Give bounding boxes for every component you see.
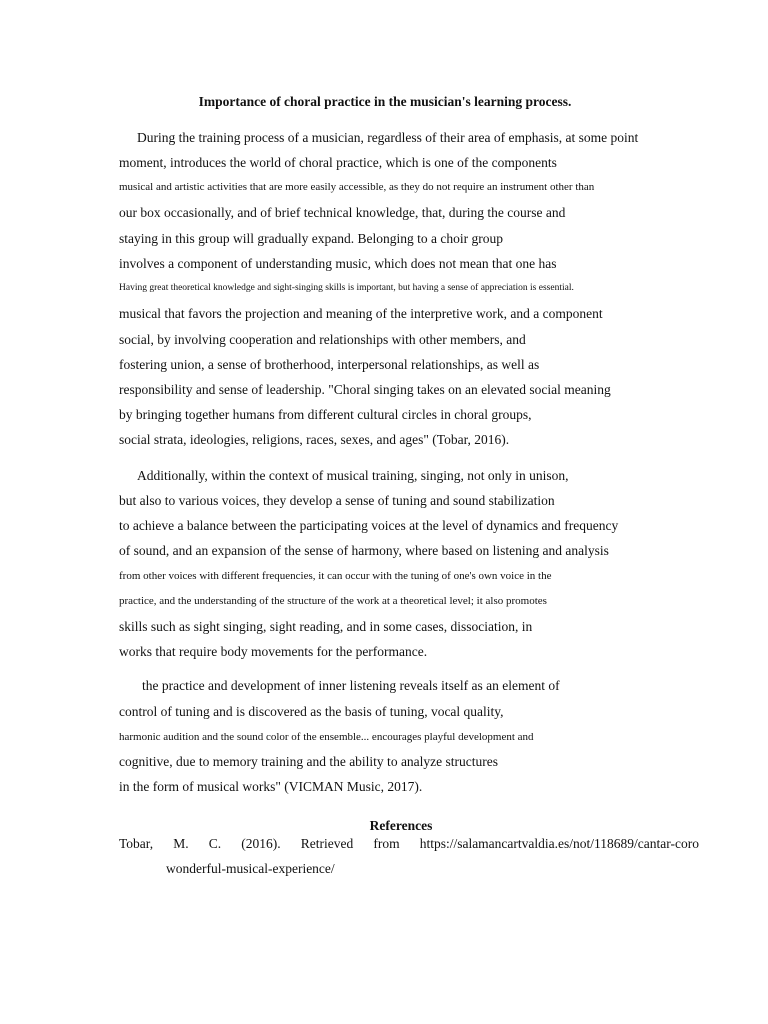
paragraph-1-line: musical and artistic activities that are more easily accessible, as they do not require an instrument other than [119,181,595,193]
paragraph-1-line: responsibility and sense of leadership. "Choral singing takes on an elevated social meaning [119,382,611,397]
reference-token: Tobar, [119,836,154,851]
paragraph-1-line: staying in this group will gradually expand. Belonging to a choir group [119,231,503,246]
paragraph-2-line: of sound, and an expansion of the sense of harmony, where based on listening and analysis [119,543,609,558]
paragraph-2-line: to achieve a balance between the participating voices at the level of dynamics and frequency [119,518,619,533]
paragraph-1-line: social, by involving cooperation and relationships with other members, and [119,332,526,347]
paragraph-1-line: social strata, ideologies, religions, races, sexes, and ages" (Tobar, 2016). [119,432,510,447]
paragraph-2-line: from other voices with different frequencies, it can occur with the tuning of one's own voice in the [119,570,552,582]
paragraph-2-line: Additionally, within the context of musical training, singing, not only in unison, [137,468,569,483]
reference-url-continuation: wonderful-musical-experience/ [166,861,335,876]
paragraph-1-line: fostering union, a sense of brotherhood, interpersonal relationships, as well as [119,357,540,372]
reference-token: from [373,836,400,851]
paragraph-1-line: Having great theoretical knowledge and sight-singing skills is important, but having a sense of appreciation is essential. [119,283,574,293]
paragraph-1-line: by bringing together humans from different cultural circles in choral groups, [119,407,532,422]
paragraph-2-line: but also to various voices, they develop a sense of tuning and sound stabilization [119,493,555,508]
document-title: Importance of choral practice in the musician's learning process. [198,94,572,109]
paragraph-3-line: in the form of musical works" (VICMAN Music, 2017). [119,779,423,794]
paragraph-3-line: harmonic audition and the sound color of the ensemble... encourages playful development and [119,731,534,743]
references-heading: References [369,818,433,833]
paragraph-3-line: cognitive, due to memory training and the ability to analyze structures [119,754,499,769]
reference-entry [119,836,699,852]
paragraph-2-line: works that require body movements for the performance. [119,644,428,659]
paragraph-1-line: musical that favors the projection and meaning of the interpretive work, and a component [119,306,603,321]
paragraph-2-line: skills such as sight singing, sight reading, and in some cases, dissociation, in [119,619,533,634]
reference-token: M. [173,836,189,851]
paragraph-3-line: control of tuning and is discovered as the basis of tuning, vocal quality, [119,704,504,719]
reference-token: (2016). [241,836,281,851]
reference-token: Retrieved [300,836,354,851]
paragraph-1-line: During the training process of a musician, regardless of their area of emphasis, at some point [137,130,639,145]
paragraph-3-line: the practice and development of inner listening reveals itself as an element of [142,678,560,693]
paragraph-1-line: involves a component of understanding music, which does not mean that one has [119,256,557,271]
paragraph-1-line: our box occasionally, and of brief technical knowledge, that, during the course and [119,205,566,220]
reference-url: https://salamancartvaldia.es/not/118689/cantar-coro [419,836,699,851]
paragraph-2-line: practice, and the understanding of the structure of the work at a theoretical level; it also promotes [119,595,547,607]
paragraph-1-line: moment, introduces the world of choral practice, which is one of the components [119,155,557,170]
reference-token: C. [208,836,222,851]
